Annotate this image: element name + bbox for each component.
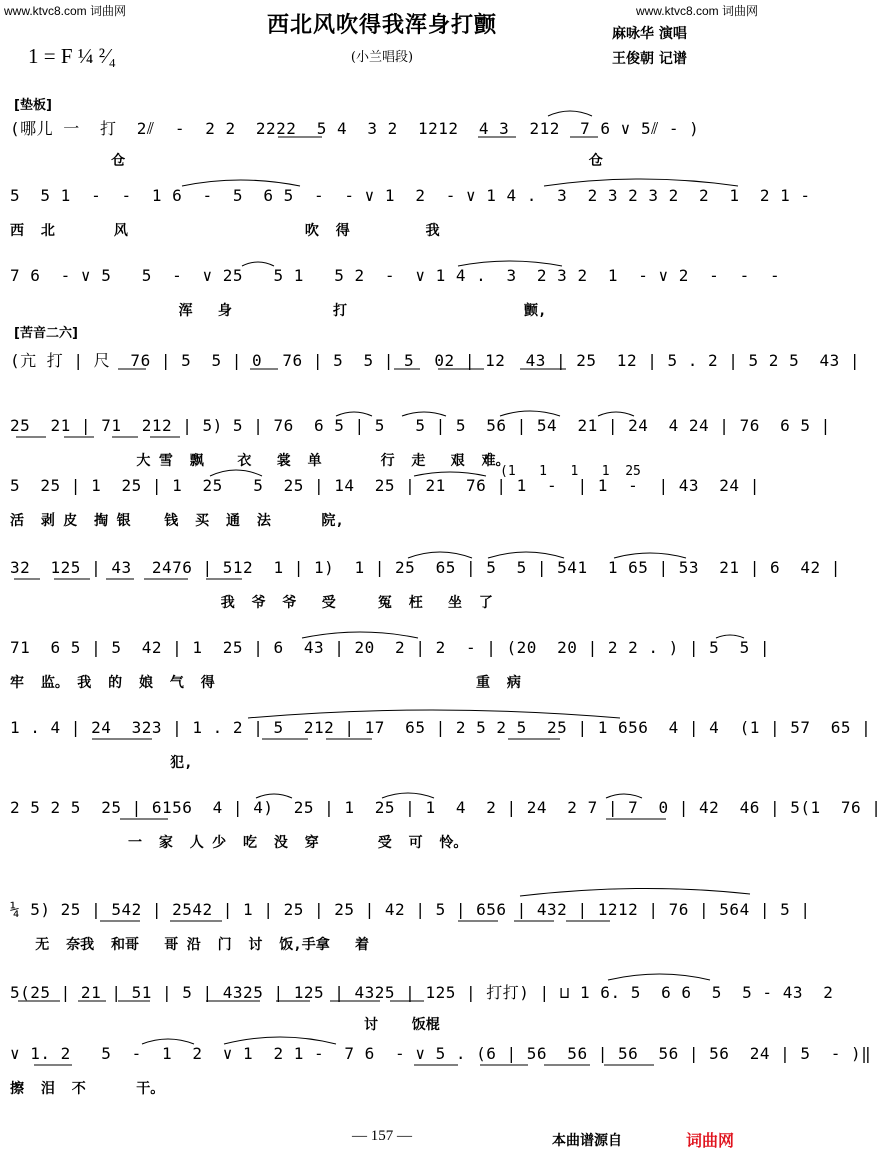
lyric-line: 大 雪 飘 衣 裳 单 行 走 艰 难。 bbox=[10, 453, 510, 469]
notation-line: 32 125 | 43 2476 | 512 1 | 1) 1 | 25 65 | 5 5 | 541 1 65 | 53 21 | 6 42 | bbox=[10, 558, 841, 577]
lyric-line: 活 剥 皮 掏 银 钱 买 通 法 院, bbox=[10, 513, 344, 529]
credits bbox=[612, 22, 687, 72]
singer-credit: 麻咏华 演唱 bbox=[612, 26, 687, 42]
notation-line: (哪儿 一 打 2⫽ - 2 2 2222 5 4 3 2 1212 4 3 212 7 6 ∨ 5⫽ - ) bbox=[10, 119, 700, 138]
lyric-line: 一 家 人 少 吃 没 穿 受 可 怜。 bbox=[10, 835, 468, 851]
notation-line: ¼ 5) 25 | 542 | 2542 | 1 | 25 | 25 | 42 | 5 | 656 | 432 | 1212 | 76 | 564 | 5 | bbox=[10, 900, 811, 919]
song-title: 西北风吹得我浑身打颤 bbox=[266, 12, 497, 38]
site-logo: 词曲网 bbox=[686, 1131, 735, 1150]
notation-line: 5 5 1 - - 1 6 - 5 6 5 - - ∨ 1 2 - ∨ 1 4 . 3 2 3 2 3 2 2 1 2 1 - bbox=[10, 186, 811, 205]
notation-line: (亢 打 | 尺 76 | 5 5 | 0 76 | 5 5 | 5 02 | 12 43 | 25 12 | 5 . 2 | 5 2 5 43 | bbox=[10, 351, 860, 370]
beat-underlines bbox=[10, 367, 755, 373]
lyric-line: 浑 身 打 颤, bbox=[10, 303, 547, 319]
beat-underlines bbox=[10, 1063, 755, 1069]
source-note: 本曲谱源自 bbox=[552, 1133, 622, 1149]
beat-underlines bbox=[10, 135, 755, 141]
continuation-marks: (1 1 1 1 25 bbox=[500, 464, 641, 479]
notation-line: 25 21 | 71 212 | 5) 5 | 76 6 5 | 5 5 | 5 56 | 54 21 | 24 4 24 | 76 6 5 | bbox=[10, 416, 831, 435]
lyric-line: 擦 泪 不 干。 bbox=[10, 1081, 165, 1097]
lyric-line: 西 北 风 吹 得 我 bbox=[10, 223, 440, 239]
section-label-kuyin-erliu: [苦音二六] bbox=[14, 326, 78, 341]
beat-underlines bbox=[10, 737, 755, 743]
beat-underlines bbox=[10, 919, 755, 925]
notation-line: 5(25 | 21 | 51 | 5 | 4325 | 125 | 4325 | 125 | 打打) | ⊔ 1 6. 5 6 6 5 5 - 43 2 bbox=[10, 983, 834, 1002]
notation-line: 71 6 5 | 5 42 | 1 25 | 6 43 | 20 2 | 2 - | (20 20 | 2 2 . ) | 5 5 | bbox=[10, 638, 770, 657]
notation-line: ∨ 1. 2 5 - 1 2 ∨ 1 2 1 - 7 6 - ∨ 5 . (6 | 56 56 | 56 56 | 56 24 | 5 - )‖ bbox=[10, 1044, 872, 1063]
beat-underlines bbox=[10, 577, 755, 583]
notation-line: 5 25 | 1 25 | 1 25 5 25 | 14 25 | 21 76 | 1 - | 1 - | 43 24 | bbox=[10, 476, 760, 495]
beat-underlines bbox=[10, 999, 755, 1005]
song-subtitle: (小兰唱段) bbox=[350, 50, 414, 65]
lyric-line: 我 爷 爷 受 冤 枉 坐 了 bbox=[10, 595, 493, 611]
lyric-line: 牢 监。 我 的 娘 气 得 重 病 bbox=[10, 675, 521, 691]
section-label-dianban: [垫板] bbox=[14, 98, 52, 113]
lyric-line: 仓 仓 bbox=[10, 153, 603, 169]
beat-underlines bbox=[10, 817, 755, 823]
beat-underlines bbox=[10, 435, 755, 441]
key-signature: 1 = F ¼ ²⁄₄ bbox=[28, 44, 116, 68]
lyric-line: 无 奈我 和哥 哥 沿 门 讨 饭,手拿 着 bbox=[10, 937, 370, 953]
recorder-credit: 王俊朝 记谱 bbox=[612, 51, 687, 67]
notation-line: 1 . 4 | 24 323 | 1 . 2 | 5 212 | 17 65 | 2 5 2 5 25 | 1 656 4 | 4 (1 | 57 65 | bbox=[10, 718, 872, 737]
watermark-left: www.ktvc8.com 词曲网 bbox=[4, 4, 127, 18]
lyric-line: 犯, bbox=[10, 755, 193, 771]
page-number: — 157 — bbox=[352, 1128, 412, 1144]
notation-line: 2 5 2 5 25 | 6156 4 | 4) 25 | 1 25 | 1 4 2 | 24 2 7 | 7 0 | 42 46 | 5(1 76 | bbox=[10, 798, 881, 817]
notation-line: 7 6 - ∨ 5 5 - ∨ 25 5 1 5 2 - ∨ 1 4 . 3 2 3 2 1 - ∨ 2 - - - bbox=[10, 266, 781, 285]
watermark-right: www.ktvc8.com 词曲网 bbox=[635, 4, 758, 18]
lyric-line: 讨 饭棍 bbox=[10, 1017, 440, 1033]
